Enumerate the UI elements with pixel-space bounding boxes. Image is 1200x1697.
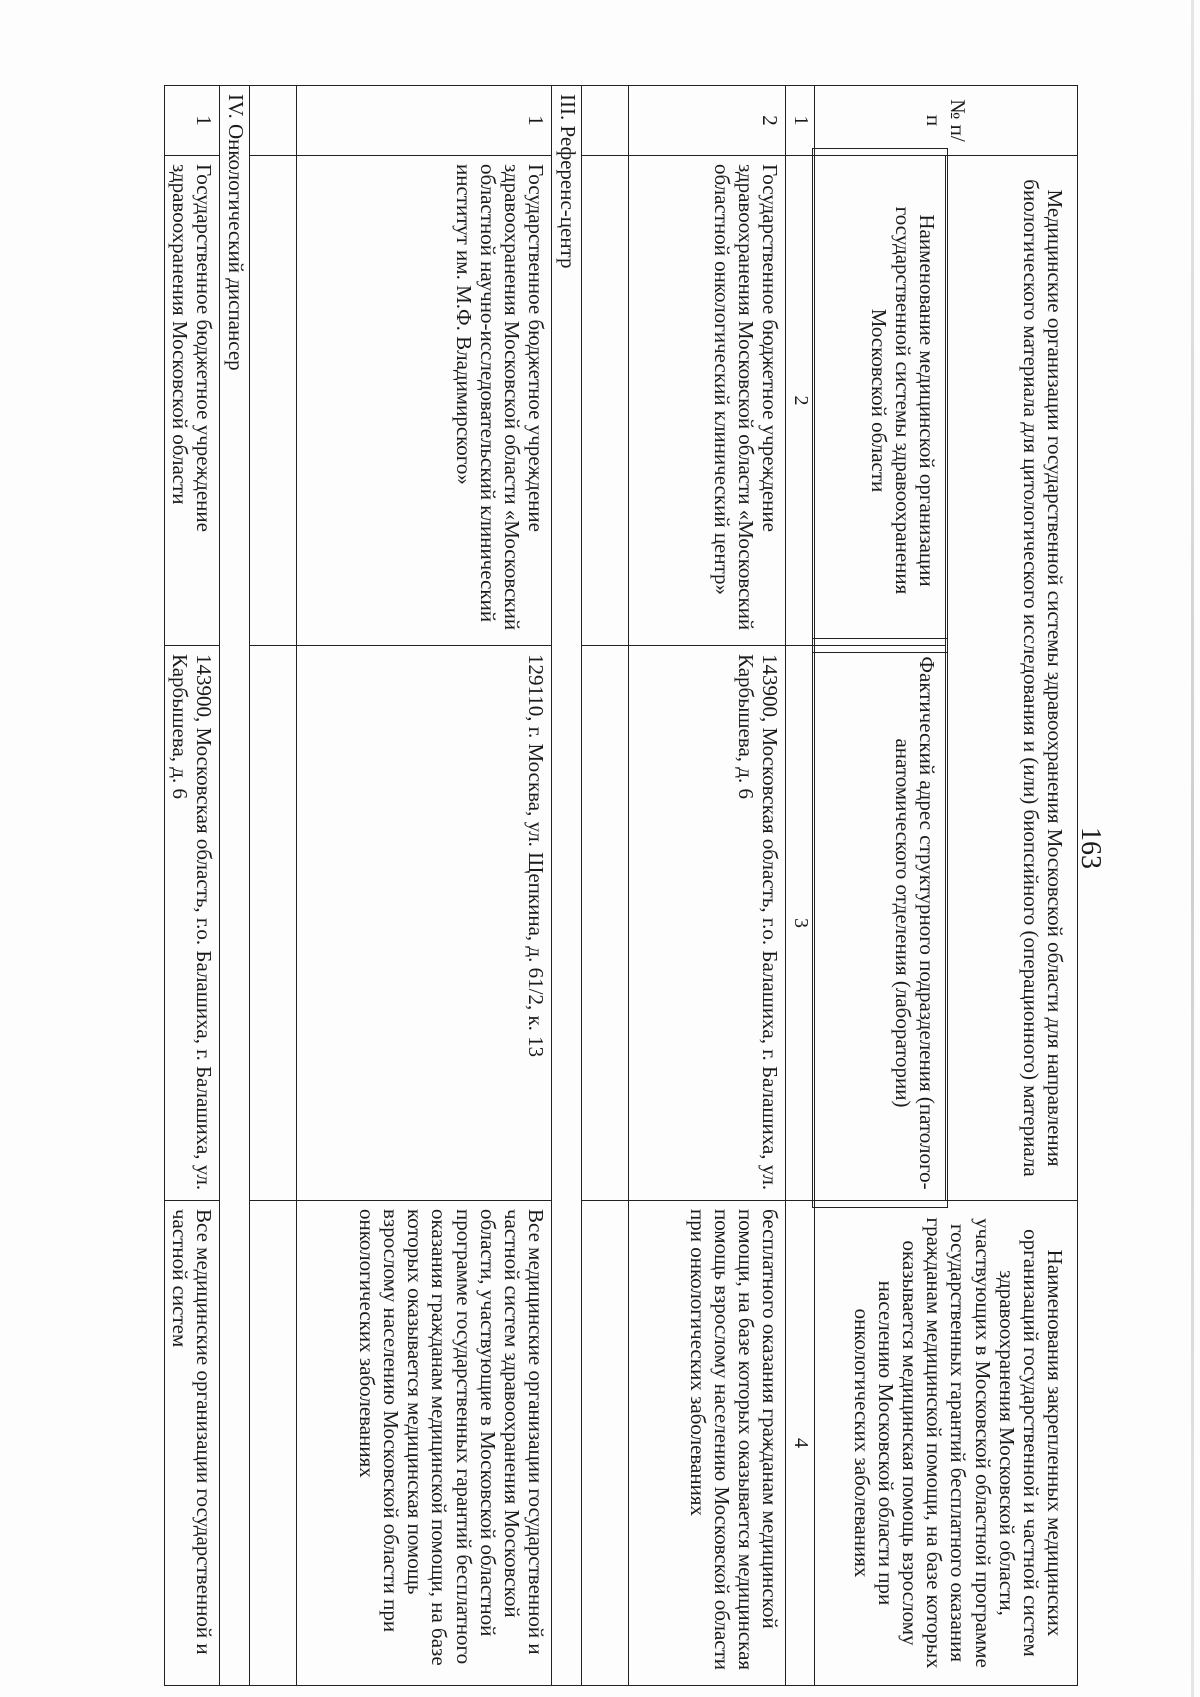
section-label: IV. Онкологический диспансер [220,86,250,1686]
header-address: Фактический адрес структурного подразделения (патолого-анатомического отделения (лаборатории) [812,638,948,1208]
organization-name: Государственное бюджетное учреждение здравоохранения Московской области [164,156,219,646]
section-row [220,86,250,1686]
column-number: 4 [786,1201,815,1686]
assigned-organizations: Все медицинские организации государственной и частной систем [164,1201,219,1686]
assigned-organizations: Все медицинские организации государственной и частной систем здравоохранения Московской области, участвующие в Московской областной программе государственных гарантий бесплатного оказания гражданам медицинской помощи, на базе которых оказывается медицинская помощь взрослому населению Московской области при онкологических заболеваниях [297,1201,552,1686]
table-title-row [946,86,1078,1686]
column-number: 3 [786,646,815,1201]
table-title: Медицинские организации государственной системы здравоохранения Московской области для направления биологического материала для цитологического исследования и (или) биопсийного (операционного) материала [946,156,1078,1201]
row-number: 1 [164,86,219,156]
organization-name: Государственное бюджетное учреждение здравоохранения Московской области «Московский областной онкологический клинический центр» [629,156,786,646]
header-assigned-organizations: Наименования закрепленных медицинских организаций государственной и частной систем здравоохранения Московской области, участвующих в Московской областной программе государственных гарантий бесплатного оказания гражданам медицинской помощи, на базе которых оказывается медицинская помощь взрослому населению Московской области при онкологических заболеваниях [815,1201,1078,1686]
organization-name: Государственное бюджетное учреждение здравоохранения Московской области «Московский областной научно-исследовательский клинический институт им. М.Ф. Владимирского» [297,156,552,646]
section-label: III. Референс-центр [552,86,582,1686]
organization-address: 143900, Московская область, г.о. Балашиха, г. Балашиха, ул. Карбышева, д. 6 [164,646,219,1201]
page-number: 163 [1075,827,1106,869]
scan-edge [1191,0,1194,1697]
row-number: 1 [297,86,552,156]
header-number: № п/п [815,86,1078,156]
table-row [164,86,219,1686]
organization-address: 143900, Московская область, г.о. Балашиха, г. Балашиха, ул. Карбышева, д. 6 [629,646,786,1201]
assigned-organizations: бесплатного оказания гражданам медицинской помощи, на базе которых оказывается медицинская помощь взрослому населению Московской области при онкологических заболеваниях [629,1201,786,1686]
column-number: 1 [786,86,815,156]
rotated-table-container [38,85,1078,1685]
table-row [297,86,552,1686]
table-row [629,86,786,1686]
column-number: 2 [786,156,815,646]
section-row [552,86,582,1686]
organization-address: 129110, г. Москва, ул. Щепкина, д. 61/2, к. 13 [297,646,552,1201]
empty-row [582,86,629,1686]
empty-row [250,86,297,1686]
column-numbers-row [786,86,815,1686]
row-number: 2 [629,86,786,156]
organizations-table [164,85,1078,1686]
header-organization-name: Наименование медицинской организации государственной системы здравоохранения Московской области [812,148,948,653]
